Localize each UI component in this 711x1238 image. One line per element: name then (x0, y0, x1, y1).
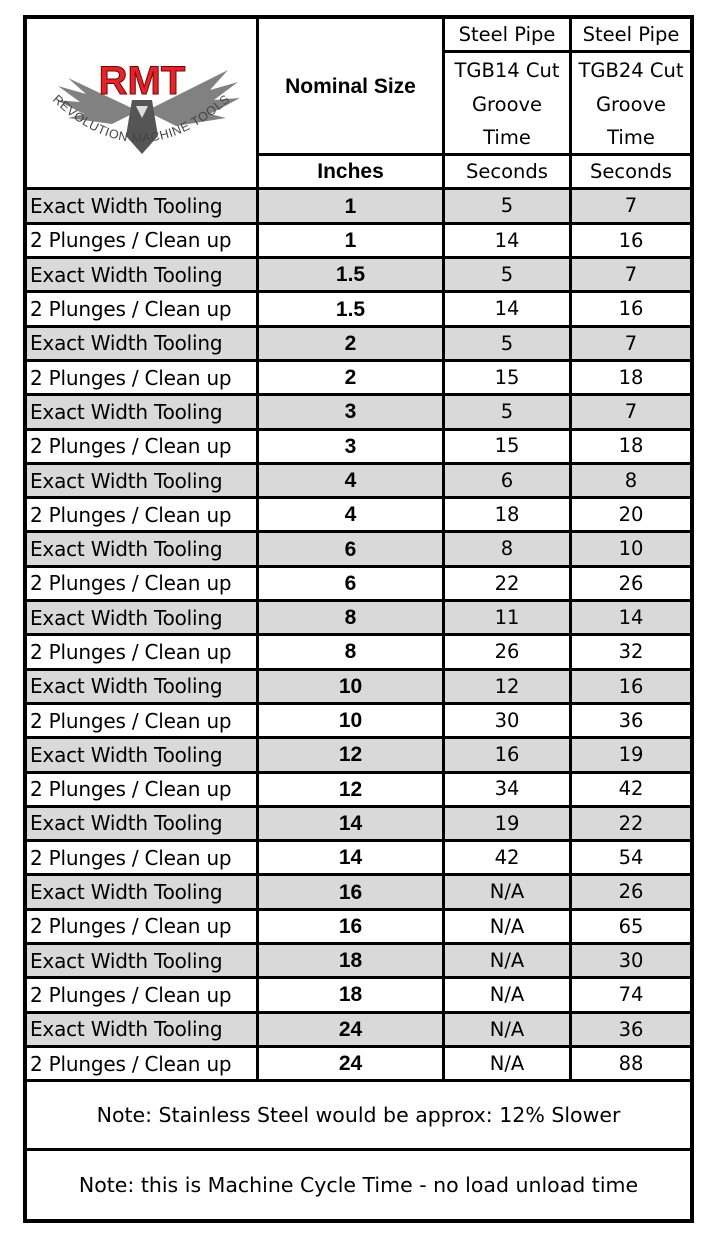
row-size: 4 (259, 465, 445, 499)
col1-header-line3: Groove (445, 88, 572, 122)
table-row (27, 499, 690, 533)
table-row (27, 568, 690, 602)
row-label: 2 Plunges / Clean up (27, 774, 259, 808)
row-size: 12 (259, 739, 445, 773)
cycle-time-table (27, 19, 690, 1219)
row-tgb14-seconds: 30 (445, 705, 572, 739)
row-tgb24-seconds: 26 (572, 568, 690, 602)
row-size: 18 (259, 945, 445, 979)
table-row (27, 774, 690, 808)
row-tgb24-seconds: 10 (572, 533, 690, 567)
row-tgb24-seconds: 19 (572, 739, 690, 773)
row-tgb24-seconds: 7 (572, 396, 690, 430)
row-tgb24-seconds: 32 (572, 636, 690, 670)
table-row (27, 396, 690, 430)
row-tgb24-seconds: 7 (572, 190, 690, 224)
row-tgb24-seconds: 30 (572, 945, 690, 979)
logo-cell (27, 19, 259, 190)
row-tgb14-seconds: 22 (445, 568, 572, 602)
row-size: 24 (259, 1048, 445, 1082)
row-label: Exact Width Tooling (27, 808, 259, 842)
table-row (27, 739, 690, 773)
note-text: Note: Stainless Steel would be approx: 12% Slower (27, 1082, 690, 1151)
row-tgb14-seconds: 8 (445, 533, 572, 567)
row-size: 16 (259, 876, 445, 910)
row-label: Exact Width Tooling (27, 396, 259, 430)
row-tgb14-seconds: 15 (445, 362, 572, 396)
table-row (27, 362, 690, 396)
row-size: 2 (259, 328, 445, 362)
row-label: 2 Plunges / Clean up (27, 225, 259, 259)
row-size: 10 (259, 705, 445, 739)
row-label: Exact Width Tooling (27, 533, 259, 567)
row-size: 3 (259, 396, 445, 430)
row-tgb14-seconds: 26 (445, 636, 572, 670)
row-size: 8 (259, 636, 445, 670)
row-tgb14-seconds: 19 (445, 808, 572, 842)
row-label: Exact Width Tooling (27, 945, 259, 979)
row-tgb14-seconds: 11 (445, 602, 572, 636)
table-row (27, 636, 690, 670)
row-tgb24-seconds: 74 (572, 979, 690, 1013)
row-tgb24-seconds: 14 (572, 602, 690, 636)
table-row (27, 842, 690, 876)
col2-unit-header: Seconds (572, 156, 690, 190)
row-label: 2 Plunges / Clean up (27, 842, 259, 876)
row-label: 2 Plunges / Clean up (27, 1048, 259, 1082)
row-size: 14 (259, 842, 445, 876)
row-size: 24 (259, 1014, 445, 1048)
table-row (27, 225, 690, 259)
row-label: Exact Width Tooling (27, 1014, 259, 1048)
row-tgb24-seconds: 54 (572, 842, 690, 876)
row-size: 1.5 (259, 293, 445, 327)
col2-header-line2: TGB24 Cut (572, 53, 690, 87)
row-tgb14-seconds: 14 (445, 293, 572, 327)
row-tgb14-seconds: 34 (445, 774, 572, 808)
cycle-time-sheet (23, 15, 694, 1223)
row-size: 8 (259, 602, 445, 636)
row-tgb24-seconds: 16 (572, 225, 690, 259)
row-tgb14-seconds: 5 (445, 328, 572, 362)
table-row (27, 1014, 690, 1048)
note-row (27, 1082, 690, 1151)
col2-header-line4: Time (572, 122, 690, 156)
row-tgb14-seconds: 5 (445, 259, 572, 293)
table-row (27, 979, 690, 1013)
row-tgb14-seconds: 6 (445, 465, 572, 499)
row-tgb14-seconds: N/A (445, 911, 572, 945)
row-tgb24-seconds: 36 (572, 1014, 690, 1048)
row-label: Exact Width Tooling (27, 259, 259, 293)
row-tgb14-seconds: 42 (445, 842, 572, 876)
row-label: Exact Width Tooling (27, 739, 259, 773)
row-tgb24-seconds: 8 (572, 465, 690, 499)
table-row (27, 465, 690, 499)
row-tgb24-seconds: 18 (572, 362, 690, 396)
table-row (27, 808, 690, 842)
row-tgb14-seconds: 5 (445, 190, 572, 224)
row-label: Exact Width Tooling (27, 190, 259, 224)
table-row (27, 293, 690, 327)
table-row (27, 671, 690, 705)
col2-header-line3: Groove (572, 88, 690, 122)
row-size: 18 (259, 979, 445, 1013)
logo-brand-text: RMT (98, 58, 185, 103)
rmt-logo (28, 36, 256, 171)
row-tgb14-seconds: N/A (445, 1014, 572, 1048)
row-size: 3 (259, 431, 445, 465)
col1-header-line4: Time (445, 122, 572, 156)
row-size: 14 (259, 808, 445, 842)
col2-header-line1: Steel Pipe (572, 19, 690, 53)
table-row (27, 911, 690, 945)
row-label: Exact Width Tooling (27, 328, 259, 362)
row-label: 2 Plunges / Clean up (27, 705, 259, 739)
table-row (27, 1048, 690, 1082)
row-tgb14-seconds: 18 (445, 499, 572, 533)
row-tgb14-seconds: 12 (445, 671, 572, 705)
row-size: 6 (259, 533, 445, 567)
row-tgb24-seconds: 88 (572, 1048, 690, 1082)
col1-unit-header: Seconds (445, 156, 572, 190)
row-label: 2 Plunges / Clean up (27, 431, 259, 465)
table-row (27, 431, 690, 465)
eagle-logo-icon (28, 36, 256, 171)
row-size: 4 (259, 499, 445, 533)
row-tgb14-seconds: N/A (445, 876, 572, 910)
table-row (27, 328, 690, 362)
row-label: 2 Plunges / Clean up (27, 362, 259, 396)
row-size: 16 (259, 911, 445, 945)
row-label: 2 Plunges / Clean up (27, 636, 259, 670)
row-label: 2 Plunges / Clean up (27, 911, 259, 945)
nominal-size-header: Nominal Size (259, 19, 445, 156)
note-text: Note: this is Machine Cycle Time - no load unload time (27, 1151, 690, 1220)
table-row (27, 190, 690, 224)
row-tgb24-seconds: 36 (572, 705, 690, 739)
row-label: Exact Width Tooling (27, 602, 259, 636)
row-tgb14-seconds: N/A (445, 979, 572, 1013)
row-tgb14-seconds: 14 (445, 225, 572, 259)
row-size: 6 (259, 568, 445, 602)
row-tgb24-seconds: 20 (572, 499, 690, 533)
row-size: 1.5 (259, 259, 445, 293)
col1-header-line1: Steel Pipe (445, 19, 572, 53)
row-label: 2 Plunges / Clean up (27, 499, 259, 533)
row-tgb14-seconds: N/A (445, 1048, 572, 1082)
row-label: 2 Plunges / Clean up (27, 568, 259, 602)
table-row (27, 533, 690, 567)
inches-header: Inches (259, 156, 445, 190)
table-row (27, 602, 690, 636)
row-tgb14-seconds: 5 (445, 396, 572, 430)
row-size: 1 (259, 190, 445, 224)
row-size: 1 (259, 225, 445, 259)
row-label: Exact Width Tooling (27, 671, 259, 705)
row-tgb24-seconds: 7 (572, 328, 690, 362)
row-tgb14-seconds: 16 (445, 739, 572, 773)
logo-tagline-text: REVOLUTION MACHINE TOOLS (49, 91, 233, 145)
row-label: Exact Width Tooling (27, 465, 259, 499)
row-label: 2 Plunges / Clean up (27, 293, 259, 327)
row-tgb24-seconds: 26 (572, 876, 690, 910)
row-label: Exact Width Tooling (27, 876, 259, 910)
row-tgb24-seconds: 7 (572, 259, 690, 293)
table-row (27, 876, 690, 910)
row-tgb24-seconds: 18 (572, 431, 690, 465)
row-size: 2 (259, 362, 445, 396)
row-size: 10 (259, 671, 445, 705)
row-label: 2 Plunges / Clean up (27, 979, 259, 1013)
note-row (27, 1151, 690, 1220)
row-tgb24-seconds: 42 (572, 774, 690, 808)
table-row (27, 945, 690, 979)
row-tgb24-seconds: 65 (572, 911, 690, 945)
col1-header-line2: TGB14 Cut (445, 53, 572, 87)
row-tgb24-seconds: 16 (572, 671, 690, 705)
row-tgb24-seconds: 16 (572, 293, 690, 327)
table-row (27, 259, 690, 293)
row-size: 12 (259, 774, 445, 808)
row-tgb14-seconds: 15 (445, 431, 572, 465)
table-row (27, 705, 690, 739)
row-tgb24-seconds: 22 (572, 808, 690, 842)
row-tgb14-seconds: N/A (445, 945, 572, 979)
